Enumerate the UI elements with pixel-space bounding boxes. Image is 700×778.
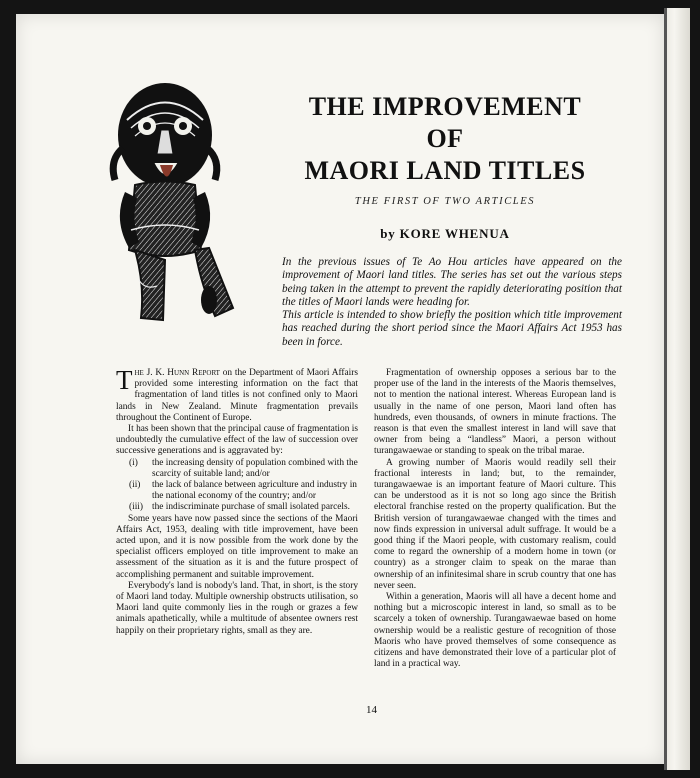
article-subtitle: THE FIRST OF TWO ARTICLES: [354, 196, 536, 207]
page-number: 14: [366, 704, 377, 716]
body-column-right: [374, 368, 616, 670]
title-line-1: THE IMPROVEMENT: [308, 92, 582, 121]
report-name-smallcaps: he J. K. Hunn Report: [134, 368, 220, 378]
intro-paragraph-1: In the previous issues of Te Ao Hou articles have appeared on the improvement of Maori land titles. The series has set out the various steps being taken in the attempt to prevent the rapidly deteriorating position that the titles of Maori lands were heading for.: [282, 256, 622, 308]
col2-paragraph-2: A growing number of Maoris would readily sell their fractional interests in land; but, to the remainder, turangawaewae is an important feature of Maori culture. This can be understood as it is not so long ago since the British electoral franchise rested on the property qualification. But the British version of turangawaewae changed with the times and now finds expression in universal adult suffrage. It would be a good thing if the Maori people, with customary realism, could come to regard the ownership of a modern home in town (or country) as a stronger claim to speak on the marae than ownership of an infinitesimal share in scrub country that one has never seen.: [374, 457, 616, 591]
intro-paragraph-2: This article is intended to show briefly the position which title improvement has reached during the short period since the Maori Affairs Act 1953 has been in force.: [282, 309, 622, 348]
author-byline: by KORE WHENUA: [380, 226, 510, 241]
col1-paragraph-1: [116, 365, 358, 424]
intro-standfirst: [282, 256, 622, 349]
body-column-left: [116, 365, 358, 637]
col2-paragraph-3: Within a generation, Maoris will all have a decent home and nothing but a microscopic interest in land, so small as to be scarcely a token of ownership. Turangawaewae based on home ownership would be a realistic gesture of recognition of those Maoris who have proved themselves of some consequence as citizens and have demonstrated their love of a particular plot of land in a practical way.: [374, 592, 616, 670]
title-line-2: OF: [426, 124, 464, 153]
list-item: (iii) the indiscriminate purchase of small isolated parcels.: [129, 502, 350, 513]
col1-paragraph-4: Everybody's land is nobody's land. That, in short, is the story of Maori land today. Multiple ownership obstructs utilisation, so Maori land quite commonly lies in the rough or grazes a few animals apathetically, while a multitude of absentee owners rest happily on their proprietary rights, small as they are.: [116, 580, 358, 636]
title-line-3: MAORI LAND TITLES: [304, 156, 586, 185]
drop-cap: T: [116, 365, 133, 395]
col1-paragraph-2: It has been shown that the principal cause of fragmentation is undoubtedly the cumulative effect of the law of succession over successive generations and is aggravated by:: [116, 424, 358, 457]
next-page-edge: [664, 8, 690, 770]
list-item: (i) the increasing density of population combined with the scarcity of suitable land; and/or: [129, 457, 358, 479]
col1-paragraph-3: Some years have now passed since the sections of the Maori Affairs Act, 1953, dealing with title improvement, have been acted upon, and it is now possible from the work done by the specialist officers employed on title improvement to make an assessment of the situation as it is and the future prospect of accomplishing permanent and suitable improvement.: [116, 513, 358, 580]
col2-paragraph-1: Fragmentation of ownership opposes a serious bar to the proper use of the land in the interests of the Maoris themselves, not to mention the national interest. Whereas European land is usually in the name of one person, Maori land often has hundreds, even thousands, of owners in minute fractions. The reason is that even the smallest interest in land will save that owner from being a “landless” Maori, a person without turangawaewae or standing to speak on the tribal marae.: [374, 368, 616, 457]
col1-paragraph-1-text: on the Department of Maori Affairs provided some interesting information on the fact that fragmentation of land titles is not confined only to Maori lands in New Zealand. Minute fragmentation prevails throughout the Continent of Europe.: [116, 368, 358, 423]
maori-carving-illustration: [105, 80, 240, 325]
aggravating-factors-list: [116, 458, 358, 514]
list-item: (ii) the lack of balance between agriculture and industry in the national economy of the country; and/or: [129, 480, 357, 502]
